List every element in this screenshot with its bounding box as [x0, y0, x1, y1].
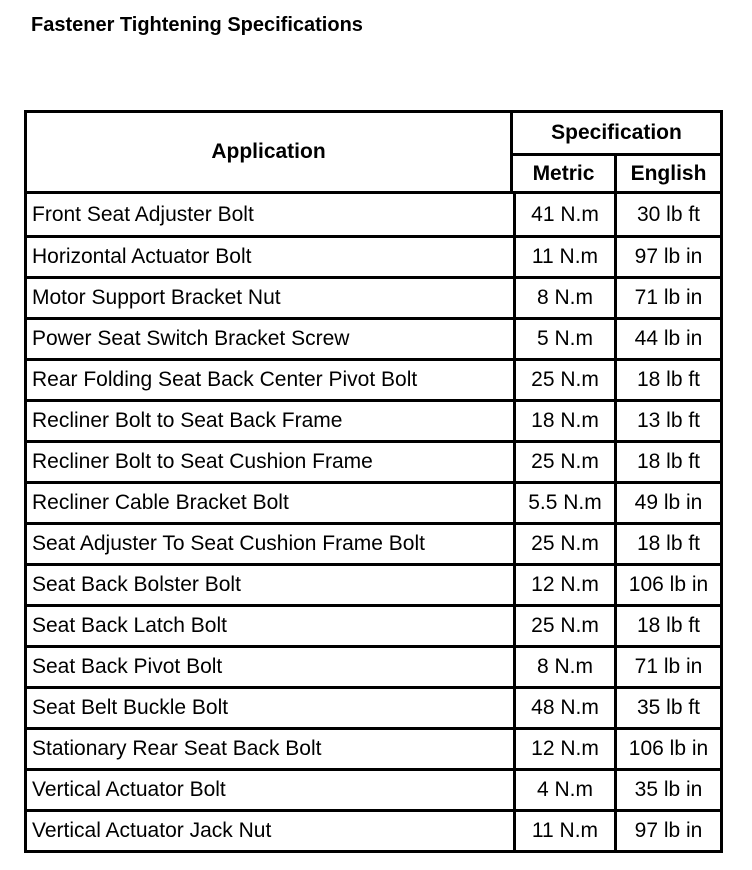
cell-english: 71 lb in [614, 276, 720, 317]
table-row [27, 440, 720, 481]
table-row [27, 563, 720, 604]
cell-english: 30 lb ft [614, 194, 720, 235]
table-row [27, 645, 720, 686]
header-metric: Metric [513, 153, 614, 194]
cell-application: Seat Back Pivot Bolt [27, 645, 513, 686]
cell-application: Motor Support Bracket Nut [27, 276, 513, 317]
table-row [27, 194, 720, 235]
cell-application: Rear Folding Seat Back Center Pivot Bolt [27, 358, 513, 399]
table-row [27, 276, 720, 317]
cell-english: 35 lb ft [614, 686, 720, 727]
cell-metric: 5.5 N.m [513, 481, 614, 522]
cell-metric: 48 N.m [513, 686, 614, 727]
cell-application: Seat Back Latch Bolt [27, 604, 513, 645]
cell-english: 18 lb ft [614, 358, 720, 399]
cell-english: 71 lb in [614, 645, 720, 686]
cell-english: 44 lb in [614, 317, 720, 358]
cell-english: 49 lb in [614, 481, 720, 522]
table-row [27, 317, 720, 358]
header-specification: Specification [551, 121, 682, 144]
cell-english: 35 lb in [614, 768, 720, 809]
cell-english: 97 lb in [614, 809, 720, 850]
table-body [27, 194, 720, 850]
table-row [27, 727, 720, 768]
cell-english: 18 lb ft [614, 440, 720, 481]
cell-metric: 25 N.m [513, 358, 614, 399]
cell-english: 106 lb in [614, 727, 720, 768]
cell-metric: 41 N.m [513, 194, 614, 235]
table-row [27, 768, 720, 809]
cell-application: Seat Back Bolster Bolt [27, 563, 513, 604]
cell-metric: 8 N.m [513, 645, 614, 686]
cell-metric: 11 N.m [513, 809, 614, 850]
cell-english: 18 lb ft [614, 604, 720, 645]
table-row [27, 399, 720, 440]
table-row [27, 809, 720, 850]
table-header [27, 113, 720, 194]
cell-application: Power Seat Switch Bracket Screw [27, 317, 513, 358]
cell-application: Vertical Actuator Jack Nut [27, 809, 513, 850]
cell-application: Recliner Cable Bracket Bolt [27, 481, 513, 522]
cell-application: Recliner Bolt to Seat Cushion Frame [27, 440, 513, 481]
cell-metric: 25 N.m [513, 522, 614, 563]
table-row [27, 604, 720, 645]
cell-metric: 25 N.m [513, 604, 614, 645]
cell-application: Horizontal Actuator Bolt [27, 235, 513, 276]
cell-metric: 25 N.m [513, 440, 614, 481]
table-row [27, 481, 720, 522]
cell-application: Vertical Actuator Bolt [27, 768, 513, 809]
cell-metric: 4 N.m [513, 768, 614, 809]
cell-metric: 12 N.m [513, 727, 614, 768]
table-row [27, 686, 720, 727]
specifications-table [24, 110, 723, 853]
cell-english: 106 lb in [614, 563, 720, 604]
table-row [27, 358, 720, 399]
cell-application: Recliner Bolt to Seat Back Frame [27, 399, 513, 440]
header-english: English [614, 153, 720, 194]
cell-application: Stationary Rear Seat Back Bolt [27, 727, 513, 768]
cell-metric: 8 N.m [513, 276, 614, 317]
cell-english: 97 lb in [614, 235, 720, 276]
cell-english: 13 lb ft [614, 399, 720, 440]
cell-metric: 11 N.m [513, 235, 614, 276]
cell-english: 18 lb ft [614, 522, 720, 563]
cell-application: Seat Adjuster To Seat Cushion Frame Bolt [27, 522, 513, 563]
table-row [27, 235, 720, 276]
cell-metric: 12 N.m [513, 563, 614, 604]
page-title: Fastener Tightening Specifications [31, 14, 363, 36]
cell-metric: 18 N.m [513, 399, 614, 440]
cell-metric: 5 N.m [513, 317, 614, 358]
cell-application: Front Seat Adjuster Bolt [32, 202, 254, 226]
header-application: Application [27, 113, 513, 194]
table-row [27, 522, 720, 563]
cell-application: Seat Belt Buckle Bolt [27, 686, 513, 727]
